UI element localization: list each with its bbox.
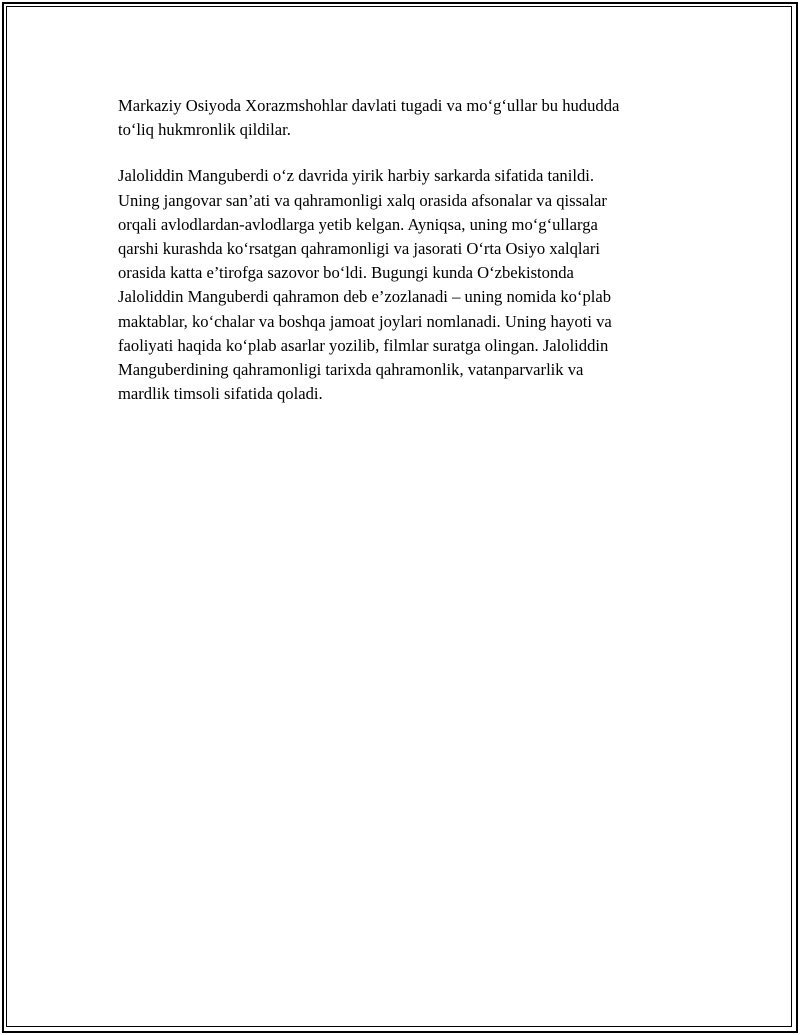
- document-body: [118, 94, 688, 428]
- paragraph-1: Markaziy Osiyoda Xorazmshohlar davlati tugadi va mo‘g‘ullar bu hududda to‘liq hukmronlik qildilar.: [118, 96, 620, 140]
- paragraph-2: Jaloliddin Manguberdi o‘z davrida yirik harbiy sarkarda sifatida tanildi. Uning jangovar san’ati va qahramonligi xalq orasida afsonalar va qissalar orqali avlodlardan-avlodlarga yetib kelgan. Ayniqsa, uning mo‘g‘ullarga qarshi kurashda ko‘rsatgan qahramonligi va jasorati O‘rta Osiyo xalqlari orasida katta e’tirofga sazovor bo‘ldi. Bugungi kunda O‘zbekistonda Jaloliddin Manguberdi qahramon deb e’zozlanadi – uning nomida ko‘plab maktablar, ko‘chalar va boshqa jamoat joylari nomlanadi. Uning hayoti va faoliyati haqida ko‘plab asarlar yozilib, filmlar suratga olingan. Jaloliddin Manguberdining qahramonligi tarixda qahramonlik, vatanparvarlik va mardlik timsoli sifatida qoladi.: [118, 166, 612, 404]
